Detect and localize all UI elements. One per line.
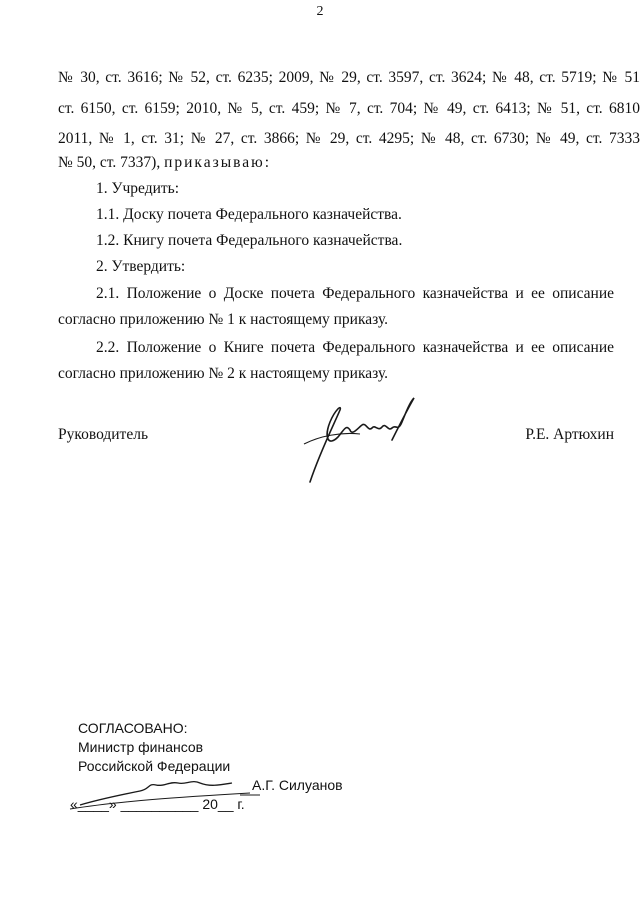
regulation-1-line-2: согласно приложению № 1 к настоящему приказу. — [58, 311, 389, 328]
item-honor-book: 1.2. Книгу почета Федерального казначейства. — [96, 232, 403, 249]
regulation-1-line-1: 2.1. Положение о Доске почета Федерального казначейства и ее описание — [96, 285, 614, 302]
signatory-title: Руководитель — [58, 426, 149, 443]
body-line-3: 2011, № 1, ст. 31; № 27, ст. 3866; № 29, ст. 4295; № 48, ст. 6730; № 49, ст. 7333 — [58, 130, 640, 147]
approval-name: А.Г. Силуанов — [252, 777, 343, 793]
citation-end: № 50, ст. 7337), — [58, 154, 161, 171]
item-honor-board: 1.1. Доску почета Федерального казначейства. — [96, 206, 402, 223]
approval-date: «____» __________ 20__ г. — [70, 796, 245, 812]
body-line-1: № 30, ст. 3616; № 52, ст. 6235; 2009, № 29, ст. 3597, ст. 3624; № 48, ст. 5719; № 51 — [58, 69, 640, 86]
page-number: 2 — [316, 4, 324, 19]
handwritten-signature — [280, 392, 430, 492]
item-approve: 2. Утвердить: — [96, 258, 186, 275]
approval-position-1: Министр финансов — [78, 739, 204, 755]
minister-signature — [60, 775, 260, 815]
body-line-4 — [58, 154, 271, 172]
body-line-2: ст. 6150, ст. 6159; 2010, № 5, ст. 459; № 7, ст. 704; № 49, ст. 6413; № 51, ст. 6810 — [58, 100, 640, 117]
signatory-name: Р.Е. Артюхин — [525, 426, 614, 443]
regulation-2-line-1: 2.2. Положение о Книге почета Федерального казначейства и ее описание — [96, 339, 614, 356]
item-establish: 1. Учредить: — [96, 180, 180, 197]
approval-heading: СОГЛАСОВАНО: — [78, 720, 188, 736]
regulation-2-line-2: согласно приложению № 2 к настоящему приказу. — [58, 365, 389, 382]
order-word: приказываю: — [164, 154, 272, 171]
approval-position-2: Российской Федерации — [78, 758, 231, 774]
